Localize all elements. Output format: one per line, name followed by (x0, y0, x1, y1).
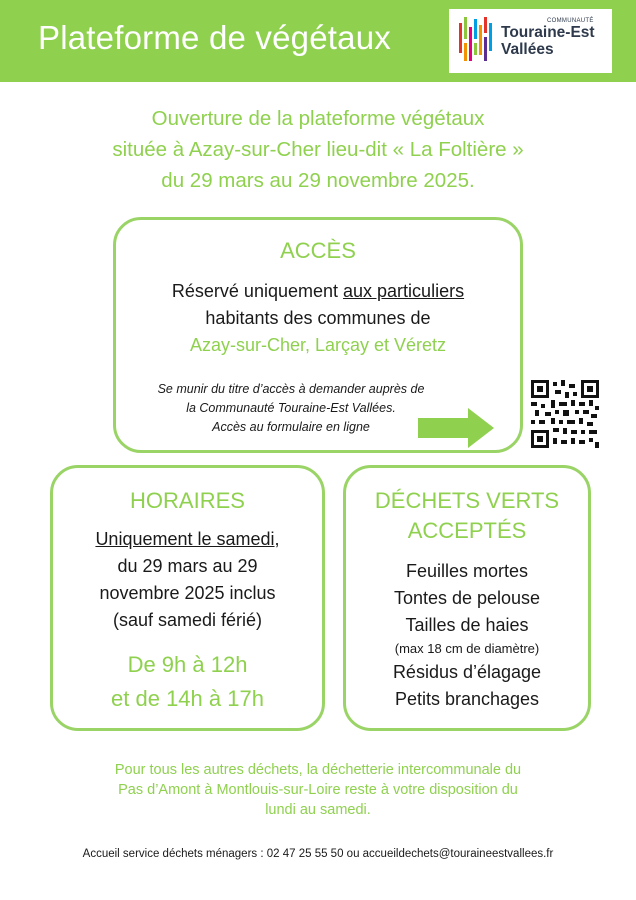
acces-line-1-underlined: aux particuliers (343, 281, 465, 301)
logo-line-2: Vallées (501, 40, 554, 58)
dechets-item-2: Tontes de pelouse (393, 588, 541, 608)
intro-line-2: située à Azay-sur-Cher lieu-dit « La Foltière » (112, 138, 524, 161)
footer-note (0, 760, 636, 820)
dechets-box (343, 465, 591, 731)
dechets-item-3-note: (max 18 cm de diamètre) (394, 641, 540, 656)
acces-line-2: habitants des communes de (205, 308, 431, 328)
acces-line-1 (116, 278, 520, 305)
intro-line-1: Ouverture de la plateforme végétaux (151, 107, 485, 130)
logo-small-label: COMMUNAUTÉ (547, 18, 594, 24)
acces-communes: Azay-sur-Cher, Larçay et Véretz (189, 335, 447, 355)
dechets-title-2: ACCEPTÉS (407, 518, 527, 543)
horaires-title: HORAIRES (130, 488, 245, 513)
arrow-right-icon[interactable] (418, 408, 494, 448)
footer-line-1: Pour tous les autres déchets, la déchetterie intercommunale du (114, 762, 522, 778)
acces-title: ACCÈS (280, 238, 356, 263)
horaires-hours-1: De 9h à 12h (127, 652, 248, 677)
acces-box (113, 217, 523, 453)
acces-line-1-pre: Réservé uniquement (171, 281, 344, 301)
footer-contact: Accueil service déchets ménagers : 02 47 25 55 50 ou accueildechets@touraineestvallees.fr (82, 848, 554, 860)
footer-line-3: lundi au samedi. (265, 802, 371, 818)
horaires-line-1 (53, 526, 322, 553)
logo-line-1: Touraine-Est (501, 24, 595, 41)
horaires-line-2: du 29 mars au 29 (117, 556, 258, 576)
acces-note-3[interactable]: Accès au formulaire en ligne (212, 420, 370, 434)
dechets-title-1: DÉCHETS VERTS (374, 488, 560, 513)
logo-text (501, 18, 595, 57)
horaires-line-1-suffix: , (274, 529, 280, 549)
dechets-item-3: Tailles de haies (405, 615, 529, 635)
logo[interactable] (449, 9, 612, 73)
dechets-item-5: Petits branchages (394, 689, 540, 709)
page-title: Plateforme de végétaux (38, 19, 391, 56)
horaires-hours-2: et de 14h à 17h (111, 686, 264, 711)
acces-note-1: Se munir du titre d’accès à demander auprès de (157, 382, 425, 396)
qr-code-icon[interactable] (531, 380, 599, 448)
acces-note-2: la Communauté Touraine-Est Vallées. (186, 401, 396, 415)
footer-line-2: Pas d’Amont à Montlouis-sur-Loire reste à votre disposition du (118, 782, 518, 798)
dechets-item-1: Feuilles mortes (405, 561, 529, 581)
logo-bars-icon (459, 17, 495, 63)
header-banner (0, 0, 636, 82)
horaires-line-4: (sauf samedi férié) (112, 610, 263, 630)
dechets-item-4: Résidus d’élagage (392, 662, 542, 682)
horaires-line-1-underlined: Uniquement le samedi (95, 529, 275, 549)
intro-text (0, 103, 636, 196)
horaires-line-3: novembre 2025 inclus (99, 583, 276, 603)
intro-line-3: du 29 mars au 29 novembre 2025. (161, 169, 475, 192)
horaires-box (50, 465, 325, 731)
acces-note (146, 380, 436, 437)
